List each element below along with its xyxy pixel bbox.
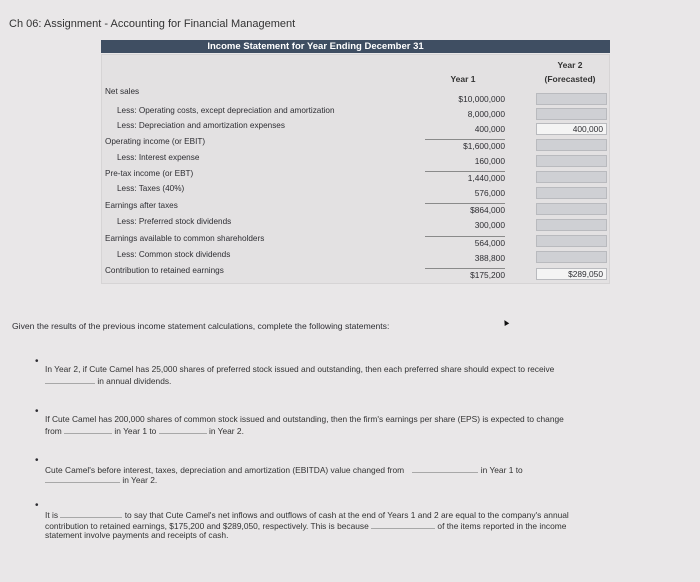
year1-value: 8,000,000 bbox=[467, 109, 505, 119]
statement-title-bar bbox=[101, 40, 610, 53]
col-header-year2-sub: (Forecasted) bbox=[544, 74, 596, 84]
answer-dropdown-q2a[interactable] bbox=[64, 424, 112, 434]
year1-value: 576,000 bbox=[474, 188, 505, 198]
year1-value: 388,800 bbox=[474, 253, 505, 263]
col-header-year1: Year 1 bbox=[450, 74, 476, 84]
answer-dropdown-q1[interactable] bbox=[45, 374, 95, 384]
question-2-from: from bbox=[45, 426, 62, 436]
year2-input[interactable] bbox=[536, 171, 607, 183]
year1-value: $864,000 bbox=[425, 203, 505, 215]
row-label: Less: Taxes (40%) bbox=[117, 184, 185, 193]
bullet-icon: • bbox=[35, 455, 39, 466]
page-title: Ch 06: Assignment - Accounting for Financial Management bbox=[9, 18, 296, 30]
row-label: Less: Operating costs, except depreciation and amortization bbox=[117, 106, 335, 115]
col-header-year2: Year 2 bbox=[557, 60, 583, 70]
year2-input[interactable] bbox=[536, 108, 607, 120]
question-2-year2: in Year 2. bbox=[208, 426, 244, 436]
year1-value: 564,000 bbox=[425, 236, 505, 248]
question-4-line2a: contribution to retained earnings, $175,200 and $289,050, respectively. This is because bbox=[45, 521, 369, 531]
question-3-part1: Cute Camel's before interest, taxes, depreciation and amortization (EBITDA) value changed from bbox=[45, 465, 405, 475]
question-1-line2: in annual dividends. bbox=[97, 376, 172, 386]
year2-input[interactable] bbox=[536, 155, 607, 167]
year2-value: $289,050 bbox=[536, 268, 607, 280]
mouse-cursor-icon: ▲ bbox=[499, 315, 512, 329]
answer-dropdown-q4a[interactable] bbox=[60, 508, 122, 518]
bullet-icon: • bbox=[35, 500, 39, 511]
year1-value: 300,000 bbox=[474, 220, 505, 230]
question-3-part2: in Year 1 to bbox=[480, 465, 523, 475]
year2-input[interactable] bbox=[536, 187, 607, 199]
row-label: Less: Preferred stock dividends bbox=[117, 217, 232, 226]
question-4-line2b: of the items reported in the income bbox=[437, 521, 567, 531]
question-2-year1: in Year 1 to bbox=[114, 426, 157, 436]
instructions: Given the results of the previous income statement calculations, complete the following statements: bbox=[12, 321, 390, 331]
year2-input[interactable] bbox=[536, 93, 607, 105]
bullet-icon: • bbox=[35, 406, 39, 417]
question-4-part1: to say that Cute Camel's net inflows and outflows of cash at the end of Years 1 and 2 are equal to the company's annual bbox=[124, 510, 569, 520]
row-label: Net sales bbox=[105, 87, 140, 96]
row-label: Pre-tax income (or EBT) bbox=[105, 169, 194, 178]
year2-input[interactable] bbox=[536, 219, 607, 231]
year1-value: $175,200 bbox=[425, 268, 505, 280]
answer-dropdown-q4b[interactable] bbox=[371, 519, 435, 529]
row-label: Less: Interest expense bbox=[117, 153, 200, 162]
answer-dropdown-q2b[interactable] bbox=[159, 424, 207, 434]
row-label: Contribution to retained earnings bbox=[105, 266, 224, 275]
year2-input[interactable] bbox=[536, 139, 607, 151]
year2-input[interactable] bbox=[536, 251, 607, 263]
year1-value: $10,000,000 bbox=[458, 94, 505, 104]
question-4-it-is: It is bbox=[45, 510, 59, 520]
year2-value: 400,000 bbox=[536, 123, 607, 135]
row-label: Operating income (or EBIT) bbox=[105, 137, 206, 146]
year2-input[interactable] bbox=[536, 203, 607, 215]
question-1-line1: In Year 2, if Cute Camel has 25,000 shares of preferred stock issued and outstanding, then each preferred share should expect to receive bbox=[45, 364, 555, 374]
year2-input[interactable] bbox=[536, 235, 607, 247]
question-2-line1: If Cute Camel has 200,000 shares of common stock issued and outstanding, then the firm's earnings per share (EPS) is expected to change bbox=[45, 414, 564, 424]
row-label: Earnings available to common shareholders bbox=[105, 234, 265, 243]
year1-value: 400,000 bbox=[474, 124, 505, 134]
row-label: Earnings after taxes bbox=[105, 201, 178, 210]
year1-value: $1,600,000 bbox=[425, 139, 505, 151]
answer-dropdown-q3a[interactable] bbox=[412, 463, 478, 473]
bullet-icon: • bbox=[35, 356, 39, 367]
year1-value: 1,440,000 bbox=[425, 171, 505, 183]
question-3-line2: in Year 2. bbox=[122, 475, 158, 485]
answer-dropdown-q3b[interactable] bbox=[45, 473, 120, 483]
row-label: Less: Common stock dividends bbox=[117, 250, 231, 259]
year1-value: 160,000 bbox=[474, 156, 505, 166]
row-label: Less: Depreciation and amortization expenses bbox=[117, 121, 285, 130]
question-4-line3: statement involve payments and receipts of cash. bbox=[45, 530, 229, 540]
statement-title: Income Statement for Year Ending December 31 bbox=[207, 41, 424, 52]
